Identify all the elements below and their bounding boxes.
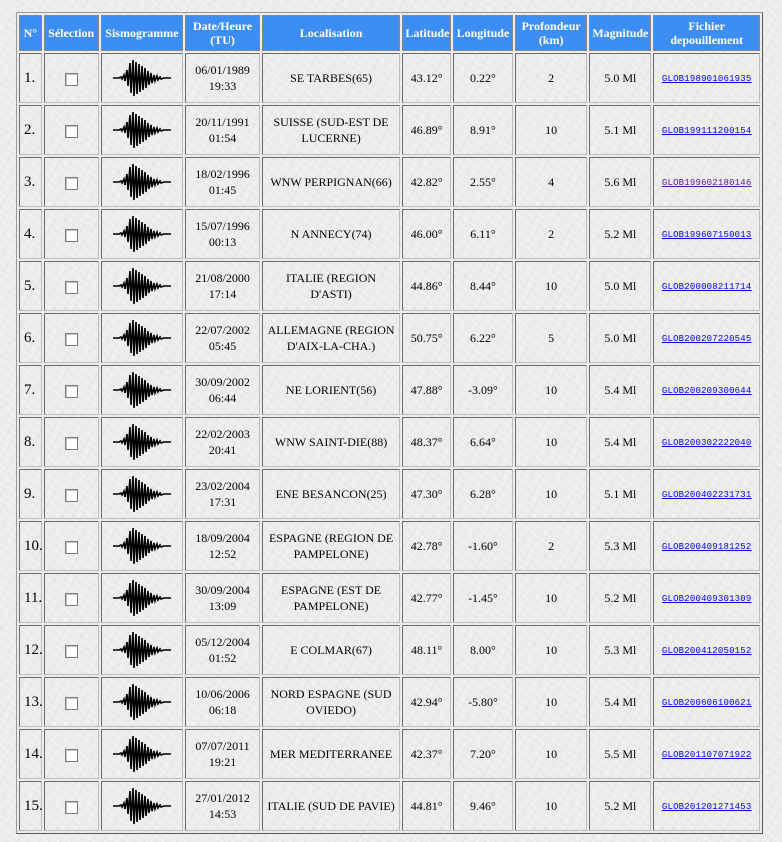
header-selection: Sélection — [44, 15, 99, 51]
longitude-cell: -3.09° — [453, 365, 513, 415]
longitude-cell: 6.22° — [453, 313, 513, 363]
header-latitude: Latitude — [402, 15, 451, 51]
seismogram-cell — [101, 365, 184, 415]
magnitude-cell: 5.2 Ml — [589, 209, 651, 259]
seismogram-icon[interactable] — [113, 682, 171, 722]
header-longitude: Longitude — [453, 15, 513, 51]
row-number: 2. — [19, 105, 42, 155]
latitude-cell: 44.81° — [402, 781, 451, 831]
event-time: 12:52 — [208, 547, 237, 561]
file-link[interactable]: GLOB200606100621 — [661, 698, 752, 708]
file-link[interactable]: GLOB201201271453 — [661, 802, 752, 812]
location-cell: N ANNECY(74) — [262, 209, 401, 259]
selection-cell — [44, 365, 99, 415]
row-number: 3. — [19, 157, 42, 207]
depth-cell: 10 — [515, 573, 587, 623]
date-cell — [185, 573, 259, 623]
seismogram-cell — [101, 313, 184, 363]
longitude-cell: 0.22° — [453, 53, 513, 103]
file-cell — [653, 53, 760, 103]
table-row — [19, 573, 760, 623]
selection-cell — [44, 417, 99, 467]
event-date: 30/09/2004 — [195, 583, 250, 597]
magnitude-cell: 5.0 Ml — [589, 53, 651, 103]
depth-cell: 4 — [515, 157, 587, 207]
selection-checkbox[interactable] — [65, 697, 78, 710]
seismogram-icon[interactable] — [113, 734, 171, 774]
selection-checkbox[interactable] — [65, 177, 78, 190]
row-number: 13. — [19, 677, 42, 727]
latitude-cell: 47.88° — [402, 365, 451, 415]
longitude-cell: 7.20° — [453, 729, 513, 779]
location-cell: ENE BESANCON(25) — [262, 469, 401, 519]
table-row — [19, 781, 760, 831]
magnitude-cell: 5.0 Ml — [589, 261, 651, 311]
selection-cell — [44, 677, 99, 727]
magnitude-cell: 5.4 Ml — [589, 365, 651, 415]
file-cell — [653, 261, 760, 311]
seismogram-icon[interactable] — [113, 526, 171, 566]
seismogram-cell — [101, 625, 184, 675]
seismogram-cell — [101, 53, 184, 103]
file-cell — [653, 677, 760, 727]
depth-cell: 10 — [515, 365, 587, 415]
event-date: 22/02/2003 — [195, 427, 250, 441]
selection-checkbox[interactable] — [65, 593, 78, 606]
longitude-cell: 2.55° — [453, 157, 513, 207]
row-number: 8. — [19, 417, 42, 467]
date-cell — [185, 677, 259, 727]
table-body — [19, 53, 760, 831]
table-row — [19, 417, 760, 467]
date-cell — [185, 729, 259, 779]
magnitude-cell: 5.3 Ml — [589, 521, 651, 571]
selection-checkbox[interactable] — [65, 73, 78, 86]
date-cell — [185, 53, 259, 103]
event-time: 06:44 — [208, 391, 237, 405]
selection-cell — [44, 469, 99, 519]
event-time: 19:21 — [208, 755, 237, 769]
row-number: 12. — [19, 625, 42, 675]
row-number: 1. — [19, 53, 42, 103]
event-date: 10/06/2006 — [195, 687, 250, 701]
selection-checkbox[interactable] — [65, 801, 78, 814]
event-time: 06:18 — [208, 703, 237, 717]
file-link[interactable]: GLOB199602180146 — [661, 178, 752, 188]
date-cell — [185, 261, 259, 311]
latitude-cell: 48.11° — [402, 625, 451, 675]
event-date: 06/01/1989 — [195, 63, 250, 77]
seismogram-icon[interactable] — [113, 162, 171, 202]
latitude-cell: 42.82° — [402, 157, 451, 207]
selection-cell — [44, 261, 99, 311]
earthquake-table — [16, 12, 763, 834]
location-cell: MER MEDITERRANEE — [262, 729, 401, 779]
row-number: 5. — [19, 261, 42, 311]
depth-cell: 10 — [515, 781, 587, 831]
selection-checkbox[interactable] — [65, 333, 78, 346]
table-row — [19, 157, 760, 207]
seismogram-icon[interactable] — [113, 110, 171, 150]
file-link[interactable]: GLOB200412050152 — [661, 646, 752, 656]
header-row — [19, 15, 760, 51]
event-date: 07/07/2011 — [195, 739, 250, 753]
latitude-cell: 47.30° — [402, 469, 451, 519]
selection-checkbox[interactable] — [65, 489, 78, 502]
file-cell — [653, 209, 760, 259]
header-localisation: Localisation — [262, 15, 401, 51]
file-link[interactable]: GLOB200402231731 — [661, 490, 752, 500]
file-link[interactable]: GLOB200209300644 — [661, 386, 752, 396]
row-number: 14. — [19, 729, 42, 779]
row-number: 6. — [19, 313, 42, 363]
location-cell: ESPAGNE (EST DE PAMPELONE) — [262, 573, 401, 623]
date-cell — [185, 417, 259, 467]
location-cell: ALLEMAGNE (REGION D'AIX-LA-CHA.) — [262, 313, 401, 363]
selection-cell — [44, 53, 99, 103]
longitude-cell: 6.64° — [453, 417, 513, 467]
selection-cell — [44, 105, 99, 155]
longitude-cell: 8.00° — [453, 625, 513, 675]
longitude-cell: 6.11° — [453, 209, 513, 259]
file-cell — [653, 781, 760, 831]
depth-cell: 10 — [515, 625, 587, 675]
header-num: N° — [19, 15, 42, 51]
magnitude-cell: 5.1 Ml — [589, 469, 651, 519]
selection-cell — [44, 209, 99, 259]
date-cell — [185, 781, 259, 831]
event-time: 14:53 — [208, 807, 237, 821]
date-cell — [185, 469, 259, 519]
depth-cell: 10 — [515, 729, 587, 779]
seismogram-cell — [101, 417, 184, 467]
selection-checkbox[interactable] — [65, 541, 78, 554]
event-date: 27/01/2012 — [195, 791, 250, 805]
file-cell — [653, 157, 760, 207]
seismogram-cell — [101, 677, 184, 727]
file-link[interactable]: GLOB199111200154 — [661, 126, 752, 136]
file-cell — [653, 313, 760, 363]
magnitude-cell: 5.4 Ml — [589, 677, 651, 727]
longitude-cell: -5.80° — [453, 677, 513, 727]
seismogram-cell — [101, 105, 184, 155]
latitude-cell: 42.78° — [402, 521, 451, 571]
header-fichier: Fichier depouillement — [653, 15, 760, 51]
event-time: 17:14 — [208, 287, 237, 301]
table-row — [19, 625, 760, 675]
selection-cell — [44, 157, 99, 207]
selection-cell — [44, 313, 99, 363]
longitude-cell: 6.28° — [453, 469, 513, 519]
event-date: 23/02/2004 — [195, 479, 250, 493]
header-sismogramme: Sismogramme — [101, 15, 184, 51]
row-number: 9. — [19, 469, 42, 519]
seismogram-cell — [101, 573, 184, 623]
selection-cell — [44, 729, 99, 779]
depth-cell: 10 — [515, 677, 587, 727]
magnitude-cell: 5.0 Ml — [589, 313, 651, 363]
selection-checkbox[interactable] — [65, 385, 78, 398]
selection-checkbox[interactable] — [65, 749, 78, 762]
file-link[interactable]: GLOB199607150013 — [661, 230, 752, 240]
selection-checkbox[interactable] — [65, 437, 78, 450]
event-time: 05:45 — [208, 339, 237, 353]
event-time: 20:41 — [208, 443, 237, 457]
table-row — [19, 729, 760, 779]
magnitude-cell: 5.1 Ml — [589, 105, 651, 155]
event-date: 21/08/2000 — [195, 271, 250, 285]
depth-cell: 2 — [515, 209, 587, 259]
selection-cell — [44, 781, 99, 831]
file-cell — [653, 729, 760, 779]
row-number: 4. — [19, 209, 42, 259]
location-cell: E COLMAR(67) — [262, 625, 401, 675]
location-cell: SE TARBES(65) — [262, 53, 401, 103]
file-cell — [653, 573, 760, 623]
file-cell — [653, 521, 760, 571]
row-number: 11. — [19, 573, 42, 623]
event-time: 17:31 — [208, 495, 237, 509]
selection-checkbox[interactable] — [65, 281, 78, 294]
latitude-cell: 48.37° — [402, 417, 451, 467]
file-link[interactable]: GLOB200409181252 — [661, 542, 752, 552]
selection-checkbox[interactable] — [65, 229, 78, 242]
latitude-cell: 42.94° — [402, 677, 451, 727]
seismogram-icon[interactable] — [113, 58, 171, 98]
event-time: 01:54 — [208, 131, 237, 145]
header-magnitude: Magnitude — [589, 15, 651, 51]
event-date: 22/07/2002 — [195, 323, 250, 337]
event-time: 19:33 — [208, 79, 237, 93]
event-time: 01:45 — [208, 183, 237, 197]
date-cell — [185, 521, 259, 571]
location-cell: SUISSE (SUD-EST DE LUCERNE) — [262, 105, 401, 155]
seismogram-icon[interactable] — [113, 318, 171, 358]
date-cell — [185, 209, 259, 259]
event-time: 00:13 — [208, 235, 237, 249]
location-cell: NE LORIENT(56) — [262, 365, 401, 415]
magnitude-cell: 5.3 Ml — [589, 625, 651, 675]
file-cell — [653, 105, 760, 155]
seismogram-icon[interactable] — [113, 370, 171, 410]
file-cell — [653, 417, 760, 467]
seismogram-icon[interactable] — [113, 786, 171, 826]
file-link[interactable]: GLOB200302222040 — [661, 438, 752, 448]
selection-cell — [44, 625, 99, 675]
table-row — [19, 53, 760, 103]
location-cell: ITALIE (REGION D'ASTI) — [262, 261, 401, 311]
seismogram-cell — [101, 209, 184, 259]
date-cell — [185, 625, 259, 675]
seismogram-icon[interactable] — [113, 630, 171, 670]
latitude-cell: 46.00° — [402, 209, 451, 259]
file-link[interactable]: GLOB200207220545 — [661, 334, 752, 344]
event-time: 01:52 — [208, 651, 237, 665]
magnitude-cell: 5.2 Ml — [589, 781, 651, 831]
table-row — [19, 677, 760, 727]
date-cell — [185, 313, 259, 363]
location-cell: WNW PERPIGNAN(66) — [262, 157, 401, 207]
location-cell: NORD ESPAGNE (SUD OVIEDO) — [262, 677, 401, 727]
file-cell — [653, 365, 760, 415]
longitude-cell: 9.46° — [453, 781, 513, 831]
file-cell — [653, 625, 760, 675]
longitude-cell: 8.44° — [453, 261, 513, 311]
file-link[interactable]: GLOB201107071922 — [661, 750, 752, 760]
seismogram-cell — [101, 521, 184, 571]
selection-cell — [44, 521, 99, 571]
event-date: 18/09/2004 — [195, 531, 250, 545]
table-row — [19, 521, 760, 571]
latitude-cell: 43.12° — [402, 53, 451, 103]
row-number: 15. — [19, 781, 42, 831]
file-link[interactable]: GLOB198901061935 — [661, 74, 752, 84]
longitude-cell: -1.45° — [453, 573, 513, 623]
seismogram-icon[interactable] — [113, 474, 171, 514]
location-cell: WNW SAINT-DIE(88) — [262, 417, 401, 467]
table-row — [19, 313, 760, 363]
seismogram-icon[interactable] — [113, 266, 171, 306]
file-link[interactable]: GLOB200008211714 — [661, 282, 752, 292]
selection-checkbox[interactable] — [65, 645, 78, 658]
table-row — [19, 365, 760, 415]
latitude-cell: 44.86° — [402, 261, 451, 311]
date-cell — [185, 157, 259, 207]
longitude-cell: -1.60° — [453, 521, 513, 571]
seismogram-icon[interactable] — [113, 578, 171, 618]
selection-cell — [44, 573, 99, 623]
table-row — [19, 105, 760, 155]
depth-cell: 10 — [515, 469, 587, 519]
event-date: 05/12/2004 — [195, 635, 250, 649]
table-row — [19, 209, 760, 259]
latitude-cell: 42.37° — [402, 729, 451, 779]
location-cell: ITALIE (SUD DE PAVIE) — [262, 781, 401, 831]
date-cell — [185, 105, 259, 155]
seismogram-cell — [101, 781, 184, 831]
depth-cell: 2 — [515, 53, 587, 103]
seismogram-icon[interactable] — [113, 422, 171, 462]
depth-cell: 5 — [515, 313, 587, 363]
latitude-cell: 46.89° — [402, 105, 451, 155]
latitude-cell: 50.75° — [402, 313, 451, 363]
magnitude-cell: 5.6 Ml — [589, 157, 651, 207]
table-row — [19, 261, 760, 311]
seismogram-cell — [101, 469, 184, 519]
event-date: 18/02/1996 — [195, 167, 250, 181]
event-date: 15/07/1996 — [195, 219, 250, 233]
file-cell — [653, 469, 760, 519]
row-number: 7. — [19, 365, 42, 415]
selection-checkbox[interactable] — [65, 125, 78, 138]
location-cell: ESPAGNE (REGION DE PAMPELONE) — [262, 521, 401, 571]
seismogram-cell — [101, 157, 184, 207]
event-time: 13:09 — [208, 599, 237, 613]
seismogram-cell — [101, 261, 184, 311]
event-date: 20/11/1991 — [195, 115, 250, 129]
row-number: 10. — [19, 521, 42, 571]
seismogram-icon[interactable] — [113, 214, 171, 254]
longitude-cell: 8.91° — [453, 105, 513, 155]
magnitude-cell: 5.4 Ml — [589, 417, 651, 467]
file-link[interactable]: GLOB200409301309 — [661, 594, 752, 604]
depth-cell: 10 — [515, 261, 587, 311]
depth-cell: 10 — [515, 417, 587, 467]
magnitude-cell: 5.2 Ml — [589, 573, 651, 623]
depth-cell: 2 — [515, 521, 587, 571]
depth-cell: 10 — [515, 105, 587, 155]
event-date: 30/09/2002 — [195, 375, 250, 389]
table-row — [19, 469, 760, 519]
header-profondeur: Profondeur (km) — [515, 15, 587, 51]
magnitude-cell: 5.5 Ml — [589, 729, 651, 779]
header-date: Date/Heure (TU) — [185, 15, 259, 51]
latitude-cell: 42.77° — [402, 573, 451, 623]
date-cell — [185, 365, 259, 415]
seismogram-cell — [101, 729, 184, 779]
